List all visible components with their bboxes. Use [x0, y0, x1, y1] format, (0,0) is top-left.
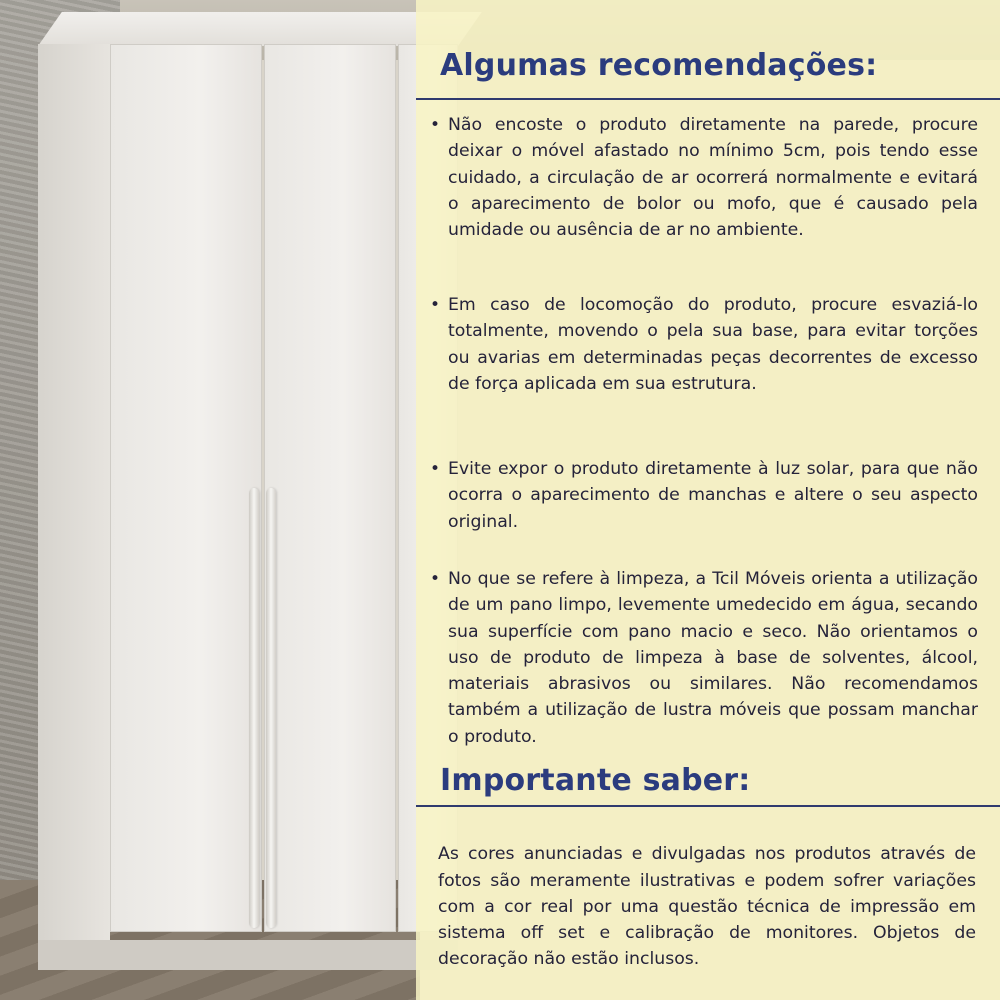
- recommendation-item: [430, 456, 978, 535]
- recommendation-text: Em caso de locomoção do produto, procure esvaziá-lo totalmente, movendo o pela sua base, para evitar torções ou avarias em determinadas peças decorrentes de excesso de força aplicada em sua estrutura.: [448, 295, 978, 394]
- heading-divider: [416, 805, 1000, 807]
- door-handle-left: [249, 488, 259, 928]
- recommendation-text: Não encoste o produto diretamente na parede, procure deixar o móvel afastado no mínimo 5cm, pois tendo esse cuidado, a circulação de ar ocorrerá normalmente e evitará o aparecimento de bolor ou mofo, que é causado pela umidade ou ausência de ar no ambiente.: [448, 115, 978, 241]
- important-text: As cores anunciadas e divulgadas nos produtos através de fotos são meramente ilustrativas e podem sofrer variações com a cor real por uma questão técnica de impressão em sistema off set e calibração de monitores. Objetos de decoração não estão inclusos.: [438, 844, 976, 970]
- bullet-icon: •: [430, 569, 441, 589]
- door-handle-right: [266, 488, 276, 928]
- bullet-icon: •: [430, 115, 441, 135]
- important-heading: Importante saber:: [440, 763, 751, 798]
- recommendation-item: [430, 112, 978, 243]
- recommendation-text: Evite expor o produto diretamente à luz solar, para que não ocorra o aparecimento de manchas e altere o seu aspecto original.: [448, 459, 978, 532]
- wardrobe-door-middle: [264, 44, 396, 932]
- recommendation-item: [430, 566, 978, 750]
- wardrobe-side: [38, 44, 110, 964]
- wardrobe-base: [38, 940, 458, 970]
- recommendation-item: [430, 292, 978, 397]
- heading-divider: [416, 98, 1000, 100]
- bullet-icon: •: [430, 295, 441, 315]
- recommendations-heading: Algumas recomendações:: [440, 48, 878, 83]
- recommendation-text: No que se refere à limpeza, a Tcil Móveis orienta a utilização de um pano limpo, levemente umedecido em água, secando sua superfície com pano macio e seco. Não orientamos o uso de produto de limpeza à base de solventes, álcool, materiais abrasivos ou similares. Não recomendamos também a utilização de lustra móveis que possam manchar o produto.: [448, 569, 978, 747]
- wardrobe-door-left: [110, 44, 262, 932]
- bullet-icon: •: [430, 459, 441, 479]
